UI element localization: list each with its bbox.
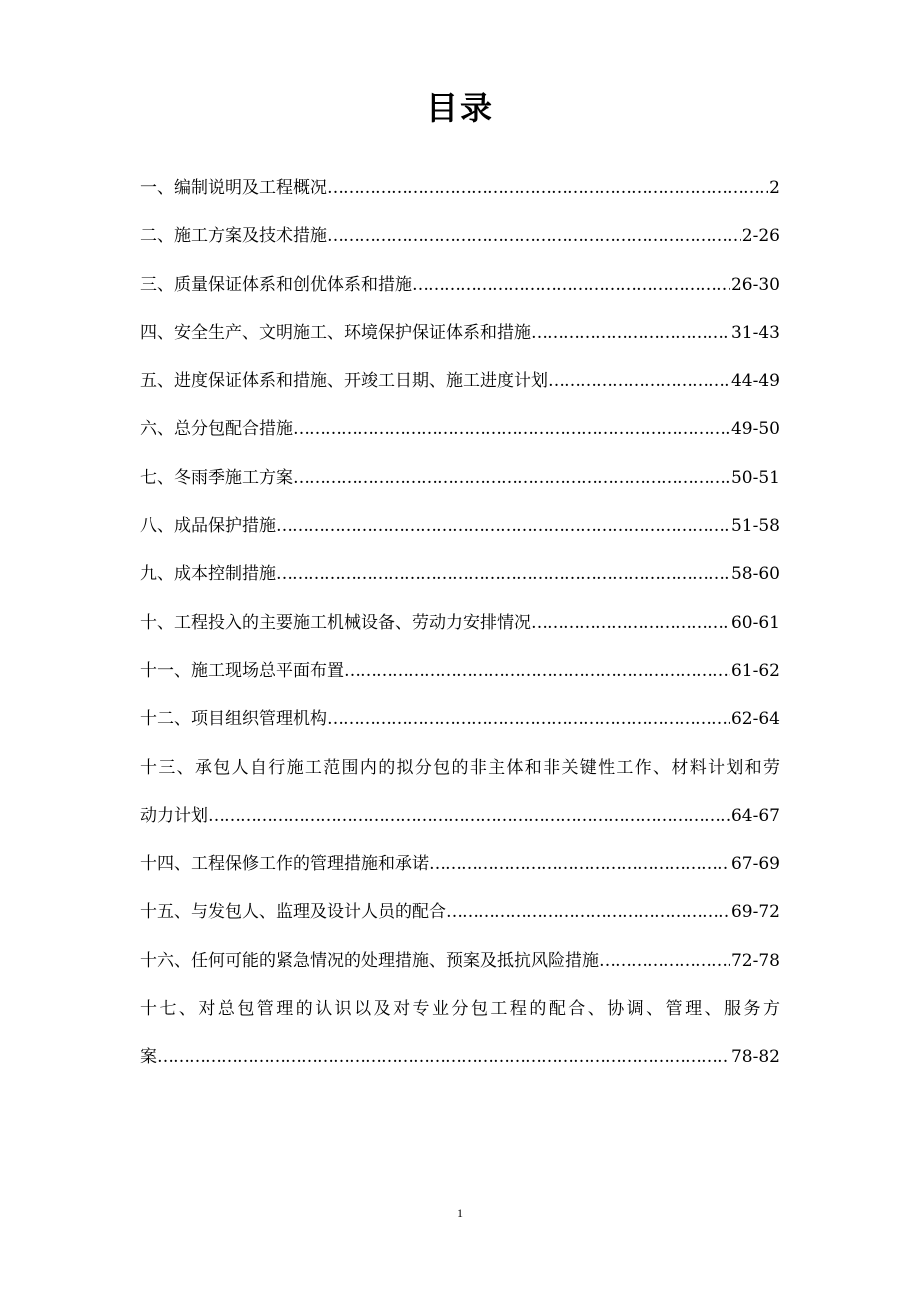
toc-leader-dots (293, 454, 730, 502)
toc-entry-17[interactable] (140, 985, 780, 1082)
toc-leader-dots (293, 405, 730, 453)
toc-page-number: 64-67 (730, 805, 780, 826)
toc-leader-dots (327, 695, 730, 743)
toc-page-number: 58-60 (730, 564, 780, 585)
toc-entry-3[interactable] (140, 261, 780, 309)
toc-entry-1[interactable] (140, 164, 780, 212)
toc-entry-label-line2: 案 (140, 1047, 157, 1068)
toc-page-number: 31-43 (730, 322, 780, 343)
toc-entry-label: 二、施工方案及技术措施 (140, 226, 327, 247)
toc-entry-label: 五、进度保证体系和措施、开竣工日期、施工进度计划 (140, 371, 548, 392)
page-title: 目录 (425, 89, 494, 127)
toc-entry-label: 十六、任何可能的紧急情况的处理措施、预案及抵抗风险措施 (140, 950, 599, 971)
toc-entry-label-line1: 十七、对总包管理的认识以及对专业分包工程的配合、协调、管理、服务方 (140, 999, 780, 1020)
toc-leader-dots (531, 309, 730, 357)
toc-entry-4[interactable] (140, 309, 780, 357)
toc-entry-label: 三、质量保证体系和创优体系和措施 (140, 274, 412, 295)
toc-leader-dots (344, 647, 730, 695)
toc-entry-12[interactable] (140, 695, 780, 743)
toc-entry-14[interactable] (140, 840, 780, 888)
toc-entry-2[interactable] (140, 212, 780, 260)
table-of-contents (140, 164, 780, 1082)
toc-leader-dots (531, 599, 730, 647)
toc-entry-label: 十四、工程保修工作的管理措施和承诺 (140, 854, 429, 875)
toc-page-number: 49-50 (730, 419, 780, 440)
toc-leader-dots (276, 502, 730, 550)
toc-entry-11[interactable] (140, 647, 780, 695)
toc-entry-7[interactable] (140, 454, 780, 502)
toc-page-number: 50-51 (730, 467, 780, 488)
toc-entry-8[interactable] (140, 502, 780, 550)
toc-entry-label: 十一、施工现场总平面布置 (140, 660, 344, 681)
toc-page-number: 26-30 (730, 274, 780, 295)
toc-page-number: 69-72 (730, 902, 780, 923)
toc-entry-label: 八、成品保护措施 (140, 516, 276, 537)
toc-entry-6[interactable] (140, 405, 780, 453)
toc-page-number: 62-64 (730, 709, 780, 730)
toc-entry-label: 十二、项目组织管理机构 (140, 709, 327, 730)
toc-entry-5[interactable] (140, 357, 780, 405)
toc-entry-label: 四、安全生产、文明施工、环境保护保证体系和措施 (140, 322, 531, 343)
toc-leader-dots (599, 937, 730, 985)
toc-entry-15[interactable] (140, 888, 780, 936)
toc-page-number: 2 (769, 178, 780, 198)
toc-leader-dots (208, 792, 730, 840)
toc-leader-dots (276, 550, 730, 598)
toc-entry-16[interactable] (140, 937, 780, 985)
toc-entry-label: 十、工程投入的主要施工机械设备、劳动力安排情况 (140, 612, 531, 633)
toc-leader-dots (548, 357, 730, 405)
toc-leader-dots (446, 888, 730, 936)
toc-entry-9[interactable] (140, 550, 780, 598)
toc-page-number: 67-69 (730, 854, 780, 875)
toc-page-number: 44-49 (730, 371, 780, 392)
toc-entry-label: 六、总分包配合措施 (140, 419, 293, 440)
toc-entry-label-line2: 动力计划 (140, 805, 208, 826)
toc-page-number: 2-26 (741, 226, 780, 247)
toc-entry-label: 七、冬雨季施工方案 (140, 467, 293, 488)
toc-entry-10[interactable] (140, 599, 780, 647)
toc-entry-label-line1: 十三、承包人自行施工范围内的拟分包的非主体和非关键性工作、材料计划和劳 (140, 757, 780, 778)
toc-leader-dots (157, 1033, 730, 1081)
toc-page-number: 61-62 (730, 660, 780, 681)
toc-leader-dots (429, 840, 730, 888)
toc-leader-dots (327, 164, 768, 212)
toc-entry-13[interactable] (140, 744, 780, 841)
toc-leader-dots (412, 261, 730, 309)
toc-leader-dots (327, 212, 741, 260)
toc-entry-label: 十五、与发包人、监理及设计人员的配合 (140, 902, 446, 923)
toc-entry-label: 九、成本控制措施 (140, 564, 276, 585)
toc-entry-label: 一、编制说明及工程概况 (140, 178, 327, 198)
toc-page-number: 60-61 (730, 612, 780, 633)
toc-page-number: 78-82 (730, 1047, 780, 1068)
toc-page-number: 72-78 (730, 950, 780, 971)
page-number-footer: 1 (457, 1206, 463, 1220)
toc-page-number: 51-58 (730, 516, 780, 537)
